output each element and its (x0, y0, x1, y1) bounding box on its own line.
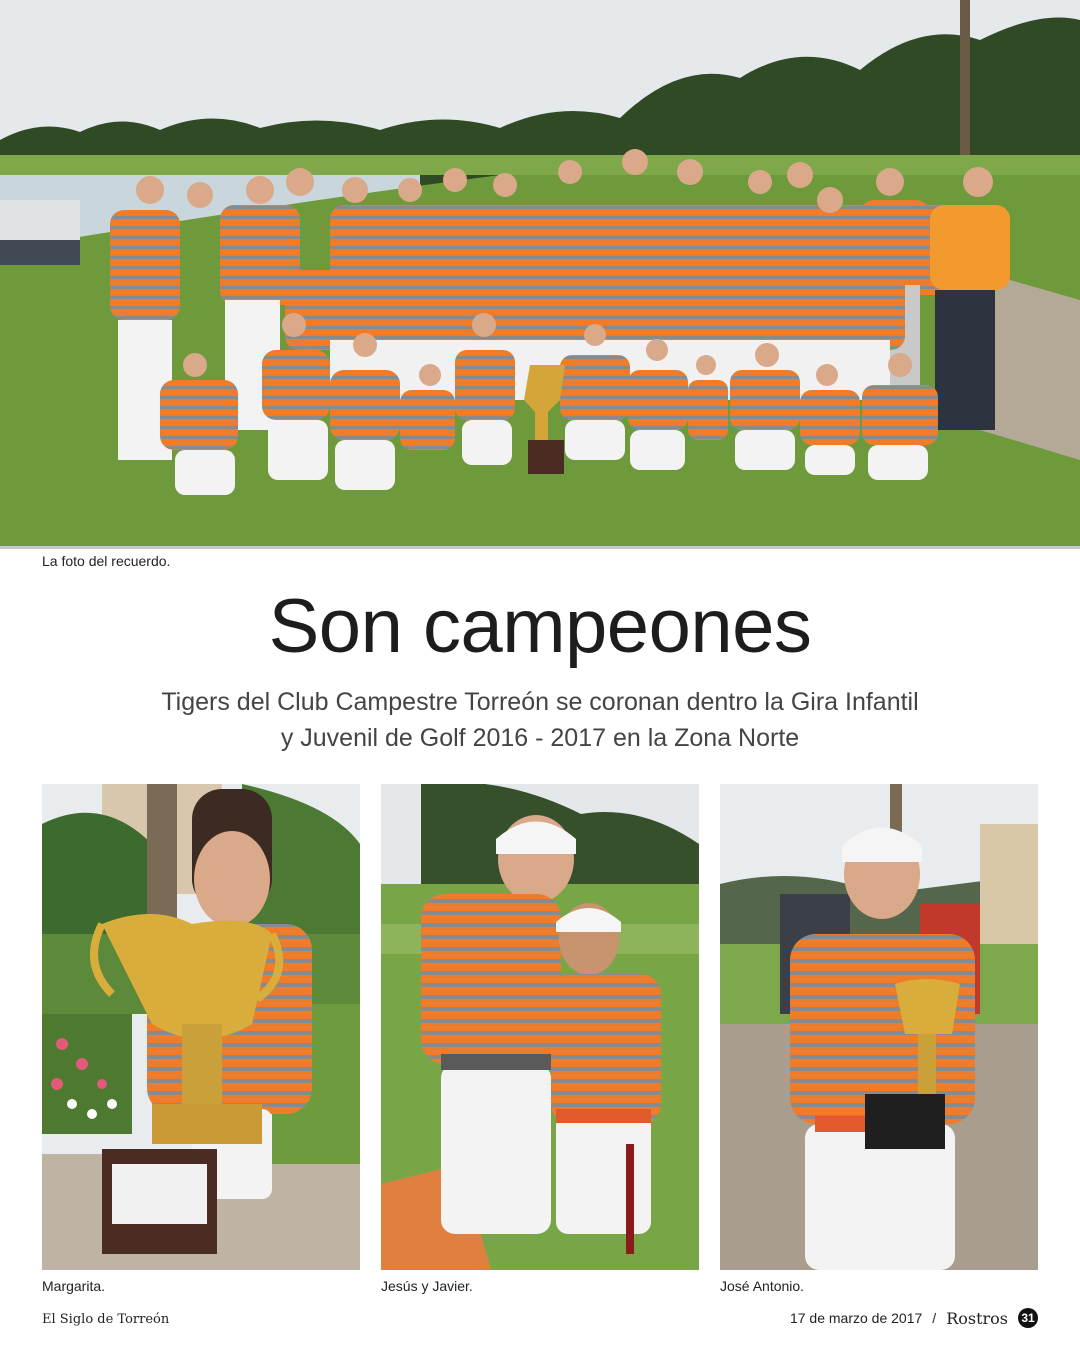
issue-date: 17 de marzo de 2017 (789, 1310, 923, 1326)
page-footer (790, 1308, 1038, 1328)
photo-jesus-javier-caption: Jesús y Javier. (381, 1278, 473, 1294)
photo-margarita-caption: Margarita. (42, 1278, 106, 1294)
photo-margarita (42, 784, 360, 1270)
divider (0, 546, 1080, 549)
group-photo-caption: La foto del recuerdo. (42, 553, 171, 569)
publication-name: El Siglo de Torreón (42, 1312, 170, 1327)
subtitle (150, 684, 930, 756)
subtitle-line-2: y Juvenil de Golf 2016 - 2017 en la Zona Norte (280, 724, 800, 752)
group-photo (0, 0, 1080, 546)
photo-margarita-illustration (42, 784, 360, 1270)
photo-jose-antonio-illustration (720, 784, 1038, 1270)
subtitle-line-1: Tigers del Club Campestre Torreón se coronan dentro la Gira Infantil (161, 688, 919, 716)
photo-jose-antonio (720, 784, 1038, 1270)
photo-jose-antonio-caption: José Antonio. (720, 1278, 805, 1294)
photo-jesus-javier (381, 784, 699, 1270)
photo-jesus-javier-illustration (381, 784, 699, 1270)
footer-separator: / (932, 1310, 937, 1326)
section-name: Rostros (946, 1308, 1008, 1328)
group-photo-illustration (0, 0, 1080, 546)
headline: Son campeones (268, 584, 812, 669)
page-number: 31 (1018, 1308, 1038, 1328)
